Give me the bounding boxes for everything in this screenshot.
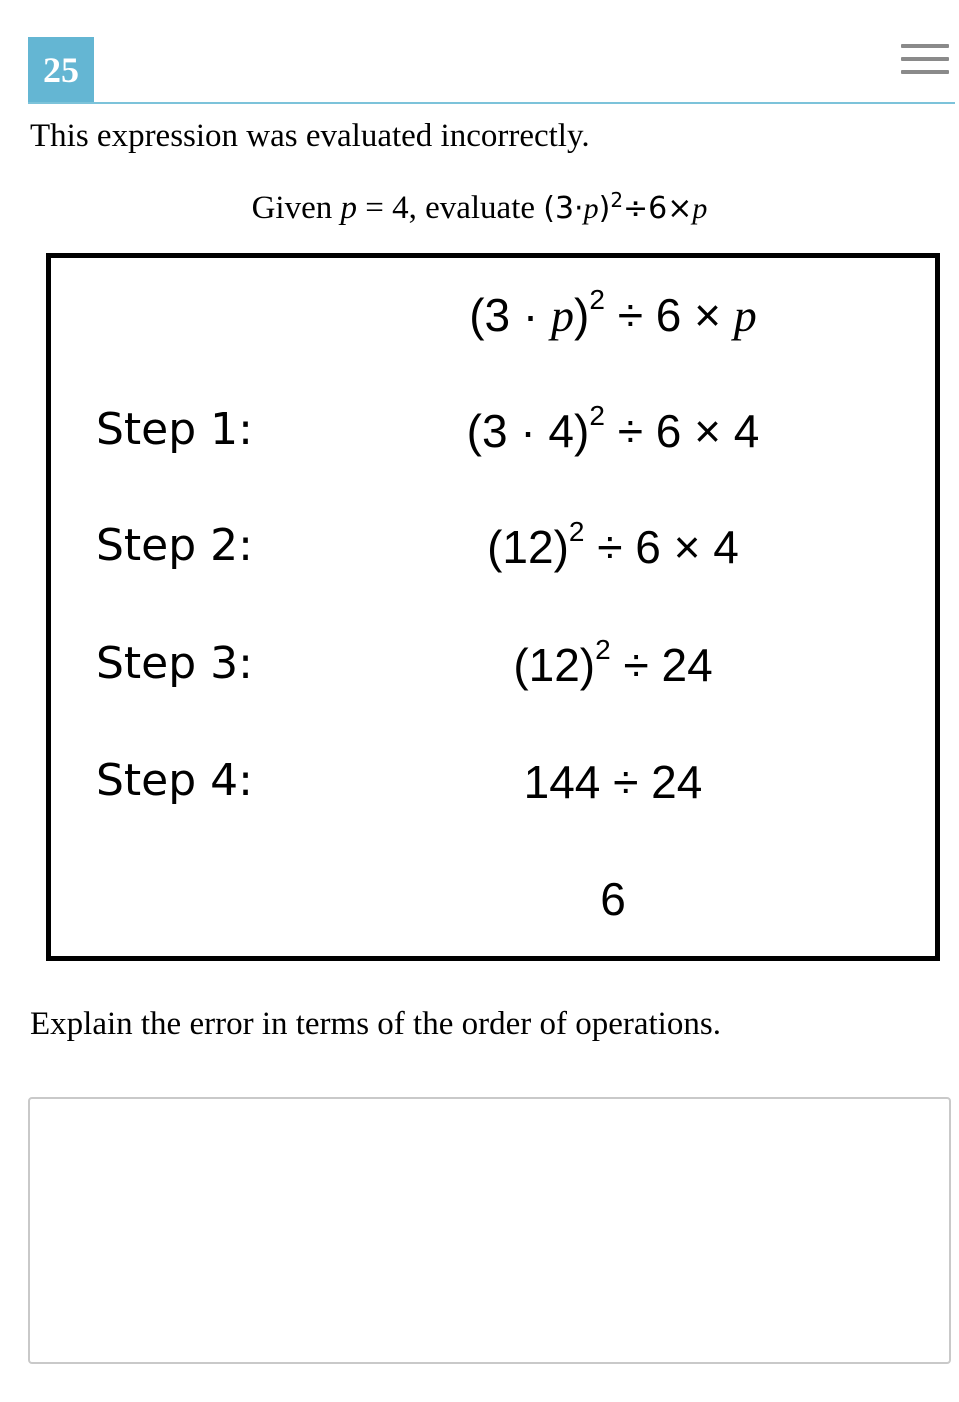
original-expression-row xyxy=(51,284,935,358)
step-row xyxy=(51,400,935,474)
header-rule xyxy=(28,102,955,104)
given-variable: p xyxy=(340,190,357,226)
step-expression: $(12)^2 \div 24$ xyxy=(513,634,713,691)
step-row xyxy=(51,634,935,708)
step-expression: 144 ÷ 24 xyxy=(523,756,703,808)
worked-solution-box xyxy=(46,253,940,961)
step-expression: $(3 \cdot 4)^2 \div 6 \times 4$ xyxy=(466,400,760,457)
step-label: Step 4: xyxy=(96,755,253,806)
answer-textarea[interactable] xyxy=(28,1097,951,1364)
step-row xyxy=(51,755,935,825)
given-word: Given xyxy=(251,190,333,226)
answer-prompt: Explain the error in terms of the order of operations. xyxy=(30,1006,721,1042)
question-number: 25 xyxy=(43,50,79,90)
step-label: Step 3: xyxy=(96,638,253,689)
final-result: 6 xyxy=(600,873,626,925)
step-expression: $(12)^2 \div 6 \times 4$ xyxy=(487,516,739,573)
question-intro: This expression was evaluated incorrectly. xyxy=(30,118,590,154)
step-row xyxy=(51,516,935,590)
result-row xyxy=(51,872,935,942)
given-expression xyxy=(0,188,959,227)
given-math: $(3\cdot p)^2\div 6\times p$ xyxy=(543,188,708,226)
step-label: Step 1: xyxy=(96,404,253,455)
given-assign: = 4, evaluate xyxy=(365,190,536,226)
hamburger-menu-icon[interactable] xyxy=(901,44,949,76)
question-number-badge xyxy=(28,37,94,103)
step-label: Step 2: xyxy=(96,520,253,571)
original-expression: $(3 \cdot p)^2 \div 6 \times p$ xyxy=(469,284,757,341)
